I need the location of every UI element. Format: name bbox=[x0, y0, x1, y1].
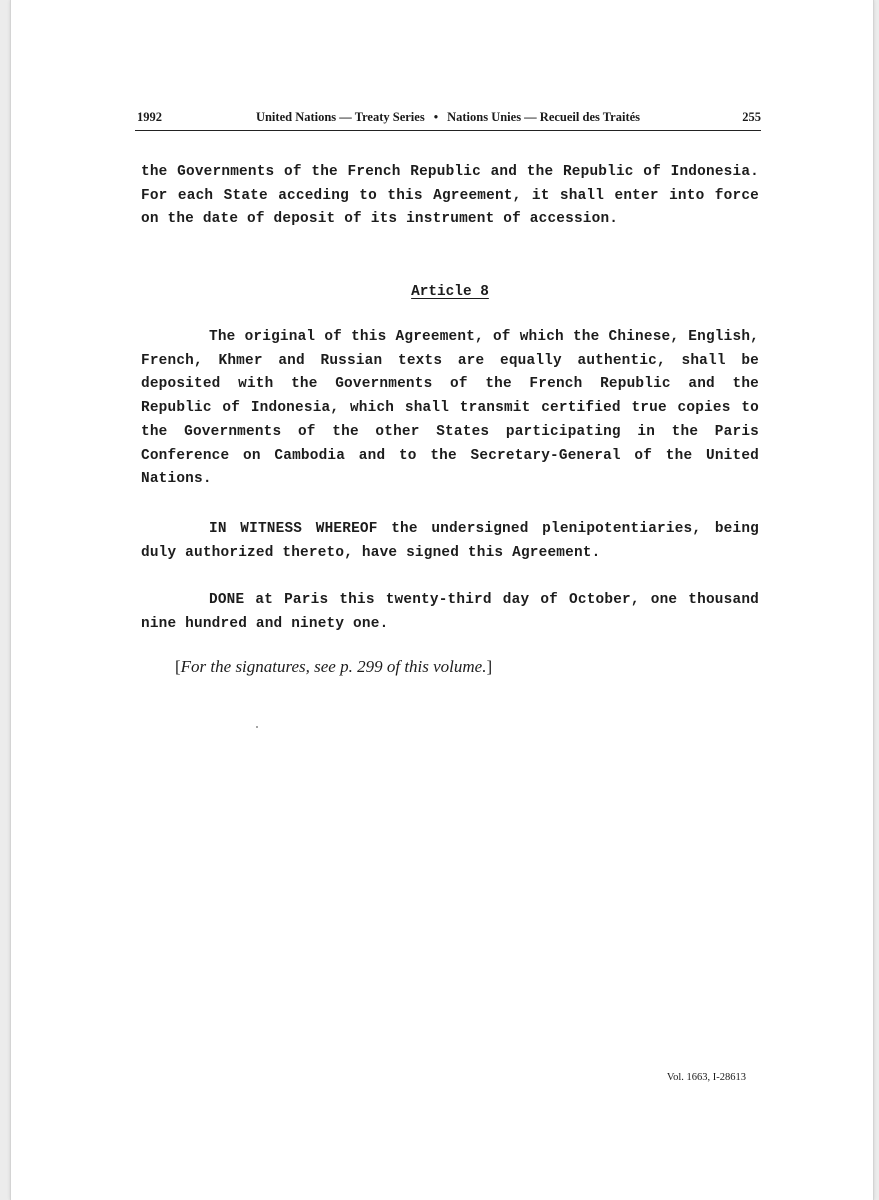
running-header bbox=[135, 108, 761, 131]
article-heading: Article 8 bbox=[411, 284, 489, 300]
header-title bbox=[135, 110, 761, 125]
continuation-paragraph bbox=[141, 161, 759, 232]
header-title-english: United Nations — Treaty Series bbox=[255, 110, 425, 124]
note-close-bracket: ] bbox=[486, 657, 493, 676]
header-year: 1992 bbox=[137, 110, 162, 124]
note-text: For the signatures, see p. 299 of this volume. bbox=[180, 657, 487, 676]
scan-speck bbox=[256, 726, 258, 728]
article-paragraph bbox=[141, 326, 759, 492]
done-paragraph bbox=[141, 589, 759, 636]
witness-paragraph bbox=[141, 518, 759, 565]
continuation-text: the Governments of the French Republic and the Republic of Indonesia. For each State acceding to this Agreement, it shall enter into force on the date of deposit of its instrument of accession. bbox=[141, 164, 759, 228]
witness-text: IN WITNESS WHEREOF the undersigned plenipotentiaries, being duly authorized thereto, have signed this Agreement. bbox=[141, 521, 759, 561]
note-open-bracket: [ bbox=[175, 657, 181, 676]
done-text: DONE at Paris this twenty-third day of October, one thousand nine hundred and ninety one. bbox=[141, 592, 759, 632]
volume-reference: Vol. 1663, I-28613 bbox=[666, 1072, 746, 1083]
header-page-number: 255 bbox=[742, 110, 761, 124]
header-separator: • bbox=[433, 110, 439, 124]
document-page bbox=[10, 0, 874, 1200]
article-text: The original of this Agreement, of which the Chinese, English, French, Khmer and Russian texts are equally authentic, shall be deposited with the Governments of the French Republic and the Republic of Indonesia, which shall transmit certified true copies to the Governments of the other States participating in the Paris Conference on Cambodia and to the Secretary-General of the United Nations. bbox=[141, 329, 759, 488]
header-title-french: Nations Unies — Recueil des Traités bbox=[447, 110, 641, 124]
signatures-note bbox=[175, 657, 492, 677]
